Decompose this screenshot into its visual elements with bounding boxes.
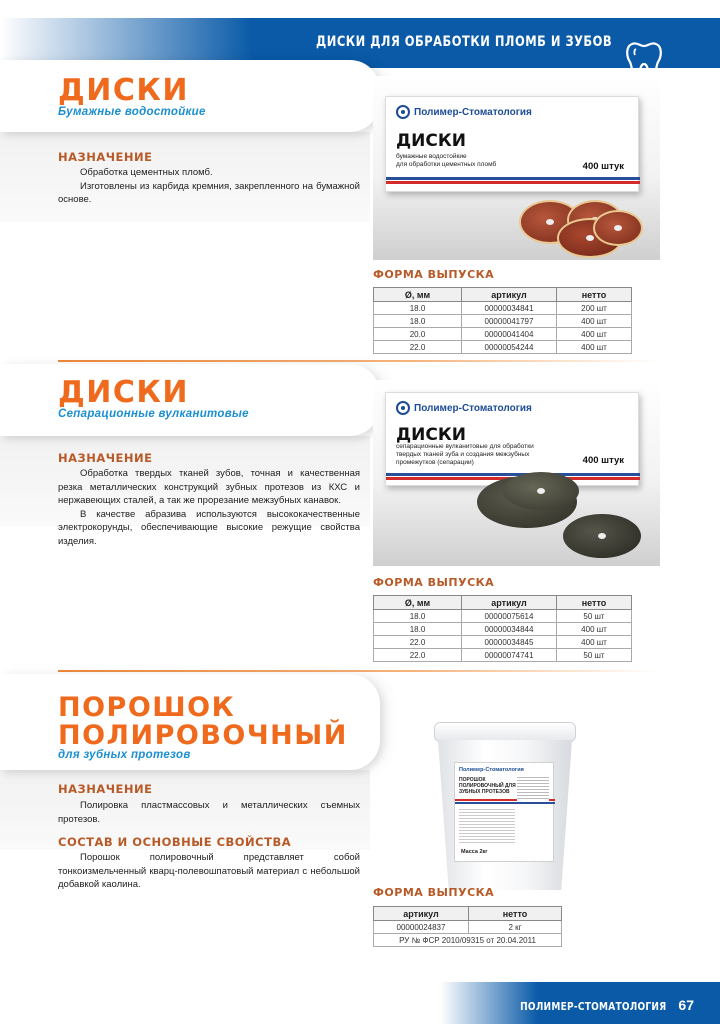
section3-purpose-heading: НАЗНАЧЕНИЕ	[58, 782, 153, 796]
box-desc	[396, 443, 534, 467]
section1-product-photo	[373, 76, 660, 260]
table-cell: 00000041404	[462, 328, 557, 341]
box-desc-line: сепарационные вулканитовые для обработки	[396, 443, 534, 450]
table-cell: 2 кг	[469, 921, 562, 934]
table-row	[374, 341, 632, 354]
section-divider	[58, 670, 658, 672]
brand-logo-icon	[396, 401, 410, 415]
bucket-brand: Полимер-Стоматология	[459, 767, 524, 773]
section2-purpose-heading: НАЗНАЧЕНИЕ	[58, 451, 153, 465]
table-cell: 00000075614	[462, 610, 557, 623]
table-row	[374, 302, 632, 315]
table-header-row	[374, 907, 562, 921]
section3-composition-text	[58, 851, 360, 892]
section3-composition-heading: СОСТАВ И ОСНОВНЫЕ СВОЙСТВА	[58, 835, 292, 849]
section2-subtitle: Сепарационные вулканитовые	[58, 408, 249, 420]
section2-purpose-text	[58, 467, 360, 548]
table-cell: 400 шт	[557, 623, 632, 636]
section3-release-table	[373, 906, 562, 947]
section1-purpose-line-2: Изготовлены из карбида кремния, закрепленного на бумажной основе.	[58, 180, 360, 205]
section2-release-table	[373, 595, 632, 662]
section2-product-box	[385, 392, 639, 486]
section1-title-tab	[0, 60, 380, 132]
footer-brand: ПОЛИМЕР-СТОМАТОЛОГИЯ	[519, 1000, 666, 1013]
table-cell: 00000034845	[462, 636, 557, 649]
section1-purpose-line-1: Обработка цементных пломб.	[80, 167, 213, 178]
section2-purpose-line-1: Обработка твердых тканей зубов, точная и качественная резка металлических конструкций зубных протезов из КХС и нержавеющих сталей, а так же прорезание межзубных канавок.	[58, 468, 360, 506]
section1-purpose-text	[58, 166, 360, 207]
table-cell: 00000034841	[462, 302, 557, 315]
table-cell: 00000041797	[462, 315, 557, 328]
section1-release-table	[373, 287, 632, 354]
table-cell: 22.0	[374, 341, 462, 354]
bucket-fine-print	[517, 777, 549, 801]
vulcanite-disc	[563, 514, 641, 558]
table-cell: 18.0	[374, 302, 462, 315]
section3-purpose-text	[58, 799, 360, 826]
footer-bar	[440, 982, 720, 1024]
table-cell: 200 шт	[557, 302, 632, 315]
section2-product-photo	[373, 380, 660, 566]
box-desc-line: твердых тканей зуба и создания межзубных	[396, 451, 530, 458]
section-divider	[58, 360, 658, 362]
table-cell: 18.0	[374, 610, 462, 623]
table-cell: 00000074741	[462, 649, 557, 662]
bucket-fine-print	[459, 809, 515, 845]
bucket-name: ПОРОШОК ПОЛИРОВОЧНЫЙ ДЛЯ ЗУБНЫХ ПРОТЕЗОВ	[459, 777, 516, 795]
section3-composition-line-1: Порошок полировочный представляет собой тонкоизмельченный кварц-полевошпатовый материал с небольшой добавкой каолина.	[58, 852, 360, 890]
paper-disc	[593, 210, 643, 246]
section3-title-line1: ПОРОШОК	[58, 692, 236, 723]
table-header-cell: Ø, мм	[374, 596, 462, 610]
table-row	[374, 649, 632, 662]
table-row	[374, 921, 562, 934]
table-cell: 00000054244	[462, 341, 557, 354]
section1-product-box	[385, 96, 639, 192]
table-row	[374, 610, 632, 623]
table-cell: 22.0	[374, 636, 462, 649]
table-cell: 18.0	[374, 623, 462, 636]
section2-release-heading: ФОРМА ВЫПУСКА	[373, 576, 495, 589]
table-cell: 20.0	[374, 328, 462, 341]
bucket-label	[454, 762, 554, 862]
table-cell: 50 шт	[557, 649, 632, 662]
bucket-weight: Масса 2кг	[461, 849, 488, 855]
table-row	[374, 934, 562, 947]
section2-purpose-line-2: В качестве абразива используются высококачественные электрокорунды, обеспечивающие высокие режущие свойства изделия.	[58, 508, 360, 547]
box-brand: Полимер-Стоматология	[414, 106, 532, 118]
box-brand: Полимер-Стоматология	[414, 402, 532, 414]
table-cell: 400 шт	[557, 315, 632, 328]
box-stripe-red	[386, 181, 640, 184]
box-desc-line: промежутков (сепарации)	[396, 459, 474, 466]
vulcanite-disc	[503, 472, 579, 510]
table-cell: 18.0	[374, 315, 462, 328]
box-desc-line: бумажные водостойкие	[396, 153, 467, 160]
section1-subtitle: Бумажные водостойкие	[58, 106, 206, 118]
registration-note: РУ № ФСР 2010/09315 от 20.04.2011	[374, 934, 562, 947]
box-name: ДИСКИ	[396, 131, 466, 151]
box-logo	[396, 105, 532, 119]
table-cell: 400 шт	[557, 636, 632, 649]
page-number: 67	[678, 997, 694, 1013]
brand-logo-icon	[396, 105, 410, 119]
section3-title-line2: ПОЛИРОВОЧНЫЙ	[58, 720, 348, 751]
section1-purpose-heading: НАЗНАЧЕНИЕ	[58, 150, 153, 164]
table-cell: 22.0	[374, 649, 462, 662]
section2-title-tab	[0, 364, 380, 436]
box-stripe-blue	[386, 473, 640, 476]
bucket-stripe-blue	[455, 802, 555, 804]
box-logo	[396, 401, 532, 415]
section3-purpose-line-1: Полировка пластмассовых и металлических съемных протезов.	[58, 800, 360, 825]
table-header-row	[374, 288, 632, 302]
table-cell: 400 шт	[557, 341, 632, 354]
table-header-cell: артикул	[374, 907, 469, 921]
header-title: ДИСКИ ДЛЯ ОБРАБОТКИ ПЛОМБ И ЗУБОВ	[315, 34, 612, 50]
box-desc-line: для обработки цементных пломб	[396, 161, 497, 168]
table-cell: 50 шт	[557, 610, 632, 623]
section3-release-heading: ФОРМА ВЫПУСКА	[373, 886, 495, 899]
section1-title: ДИСКИ	[58, 73, 189, 108]
table-header-cell: артикул	[462, 288, 557, 302]
table-row	[374, 623, 632, 636]
table-header-cell: нетто	[557, 288, 632, 302]
table-row	[374, 328, 632, 341]
box-qty: 400 штук	[582, 161, 624, 172]
table-header-cell: артикул	[462, 596, 557, 610]
section2-title: ДИСКИ	[58, 375, 189, 410]
polishing-powder-bucket	[430, 722, 580, 892]
box-name: ДИСКИ	[396, 425, 466, 445]
table-cell: 00000034844	[462, 623, 557, 636]
box-desc	[396, 153, 496, 169]
box-qty: 400 штук	[582, 455, 624, 466]
box-stripe-blue	[386, 177, 640, 180]
table-header-cell: нетто	[557, 596, 632, 610]
table-row	[374, 636, 632, 649]
section1-release-heading: ФОРМА ВЫПУСКА	[373, 268, 495, 281]
table-header-cell: нетто	[469, 907, 562, 921]
table-cell: 400 шт	[557, 328, 632, 341]
table-header-row	[374, 596, 632, 610]
bucket-lid	[434, 722, 576, 742]
section3-subtitle: для зубных протезов	[58, 749, 191, 761]
table-header-cell: Ø, мм	[374, 288, 462, 302]
table-row	[374, 315, 632, 328]
table-cell: 00000024837	[374, 921, 469, 934]
